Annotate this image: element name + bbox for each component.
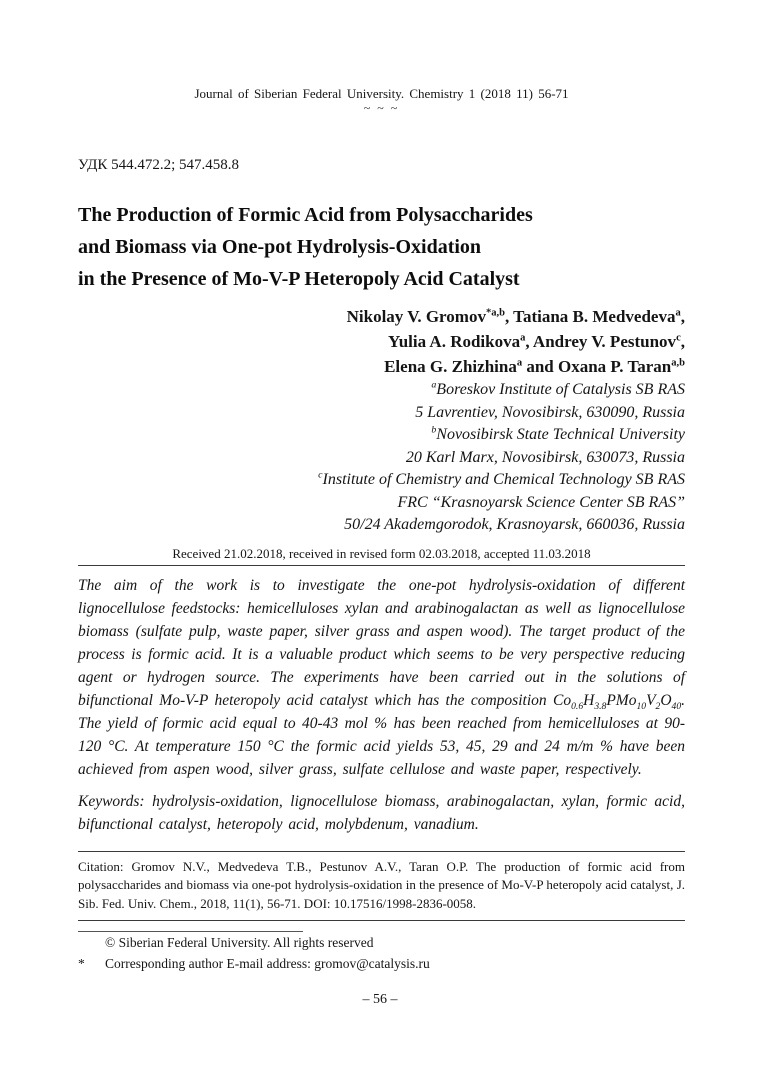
title-line: in the Presence of Mo-V-P Heteropoly Acid Catalyst: [78, 268, 520, 290]
keywords-text: Keywords: hydrolysis-oxidation, lignocellulose biomass, arabinogalactan, xylan, formic acid, bifunctional catalyst, heteropoly acid, molybdenum, vanadium.: [78, 792, 685, 833]
affiliation-line: 50/24 Akademgorodok, Krasnoyarsk, 660036, Russia: [344, 516, 685, 533]
article-title: [78, 199, 685, 295]
author-line: Yulia A. Rodikova$^a$, Andrey V. Pestunov$^c$,: [387, 332, 685, 351]
corresponding-author-line: [78, 954, 685, 974]
author-line: Elena G. Zhizhina$^a$ and Oxana P. Taran$^{a,b}$: [384, 357, 685, 376]
affiliation-line: FRC “Krasnoyarsk Science Center SB RAS”: [397, 493, 685, 511]
author-line: Nikolay V. Gromov$^{*a,b}$, Tatiana B. Medvedeva$^a$,: [346, 307, 685, 326]
abstract-text: The aim of the work is to investigate the one-pot hydrolysis-oxidation of different lignocellulose feedstocks: hemicelluloses xylan and arabinogalactan as well as lignocellulose biomass (sulfate pulp, waste paper, silver grass and aspen wood). The target product of the process is formic acid. It is a valuable product which seems to be very perspective reducing agent or hydrogen source. The experiments have been carried out in the solutions of bifunctional Mo-V-P heteropoly acid catalyst which has the composition $Co_{0.6}H_{3.8}PMo_{10}V_2O_{40}$. The yield of formic acid equal to 40-43 mol % has been reached from hemicelluloses at 90-120 °C. At temperature 150 °C the formic acid yields 53, 45, 29 and 24 m/m % have been achieved from aspen wood, silver grass, sulfate cellulose and waste paper, respectively.: [78, 576, 685, 778]
divider-rule: [78, 565, 685, 566]
corresponding-author-note: Corresponding author E-mail address: gromov@catalysis.ru: [105, 955, 430, 971]
tilde-divider: ~ ~ ~: [363, 101, 400, 115]
citation-text: Citation: Gromov N.V., Medvedeva T.B., Pestunov A.V., Taran O.P. The production of formic acid from polysaccharides and biomass via one-pot hydrolysis-oxidation in the presence of Mo-V-P heteropoly acid catalyst, J. Sib. Fed. Univ. Chem., 2018, 11(1), 56-71. DOI: 10.17516/1998-2836-0058.: [78, 858, 685, 911]
citation-block: [78, 851, 685, 922]
journal-header: Journal of Siberian Federal University. Chemistry 1 (2018 11) 56-71: [194, 86, 569, 101]
affiliation-list: [78, 379, 685, 537]
footnote-area: [78, 931, 685, 973]
affiliation-line: $^a$Boreskov Institute of Catalysis SB RAS: [431, 379, 685, 398]
affiliation-line: 20 Karl Marx, Novosibirsk, 630073, Russia: [405, 448, 685, 466]
affiliation-line: $^b$Novosibirsk State Technical University: [431, 424, 685, 443]
copyright-note: © Siberian Federal University. All rights reserved: [105, 935, 374, 950]
title-line: The Production of Formic Acid from Polysaccharides: [78, 204, 533, 226]
udc-code: УДК 544.472.2; 547.458.8: [78, 157, 240, 173]
footnote-marker-empty: [78, 933, 105, 953]
copyright-line: [78, 933, 685, 953]
page-number: – 56 –: [362, 992, 398, 1007]
footnote-asterisk: *: [78, 955, 85, 971]
title-line: and Biomass via One-pot Hydrolysis-Oxidation: [78, 236, 482, 258]
affiliation-line: 5 Lavrentiev, Novosibirsk, 630090, Russia: [415, 403, 685, 421]
received-dates: Received 21.02.2018, received in revised form 02.03.2018, accepted 11.03.2018: [172, 545, 591, 561]
affiliation-line: $^c$Institute of Chemistry and Chemical Technology SB RAS: [318, 469, 685, 488]
author-list: [78, 304, 685, 379]
footnote-rule: [78, 931, 303, 932]
